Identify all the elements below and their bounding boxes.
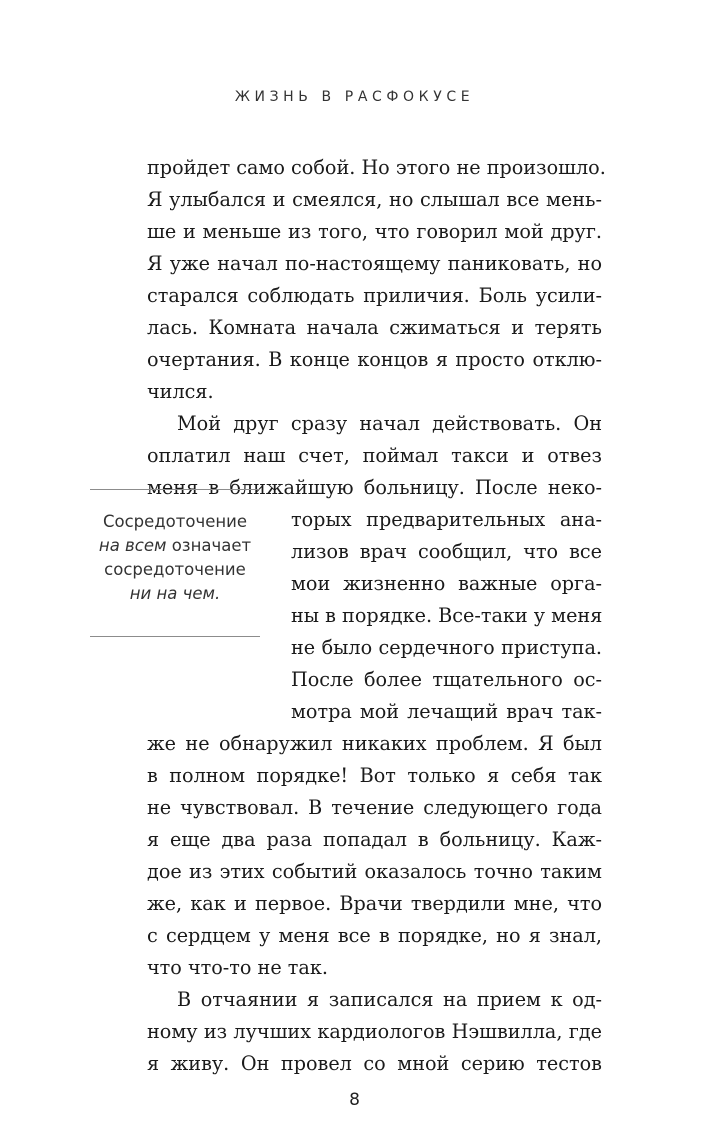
body-line: не было сердечного приступа. — [291, 636, 602, 659]
body-line: ше и меньше из того, что говорил мой друг. — [147, 220, 602, 243]
body-line: я живу. Он провел со мной серию тестов — [147, 1052, 602, 1075]
body-line: меня в ближайшую больницу. После неко- — [147, 476, 602, 499]
pull-quote-top-rule — [90, 489, 260, 490]
pull-quote-text: означает — [171, 536, 252, 555]
body-line: в полном порядке! Вот только я себя так — [147, 764, 602, 787]
pull-quote — [84, 510, 266, 606]
body-line: пройдет само собой. Но этого не произошло. — [147, 156, 606, 179]
body-line: мои жизненно важные орга- — [291, 572, 602, 595]
body-line: старался соблюдать приличия. Боль усили- — [147, 284, 602, 307]
body-line: дое из этих событий оказалось точно таким — [147, 860, 602, 883]
body-line: торых предварительных ана- — [291, 508, 602, 531]
body-line: же не обнаружил никаких проблем. Я был — [147, 732, 602, 755]
body-line: Мой друг сразу начал действовать. Он — [177, 412, 602, 435]
body-line: я еще два раза попадал в больницу. Каж- — [147, 828, 602, 851]
body-line: не чувствовал. В течение следующего года — [147, 796, 602, 819]
pull-quote-bottom-rule — [90, 636, 260, 637]
body-line: Я уже начал по-настоящему паниковать, но — [147, 252, 602, 275]
page-number: 8 — [349, 1090, 360, 1110]
body-line: ному из лучших кардиологов Нэшвилла, где — [147, 1020, 602, 1043]
body-line: оплатил наш счет, поймал такси и отвез — [147, 444, 602, 467]
body-line: чился. — [147, 380, 214, 403]
body-line: ны в порядке. Все-таки у меня — [291, 604, 603, 627]
pull-quote-line — [84, 534, 266, 558]
body-line: лизов врач сообщил, что все — [291, 540, 602, 563]
body-line: В отчаянии я записался на прием к од- — [177, 988, 602, 1011]
body-line: мотра мой лечащий врач так- — [291, 700, 602, 723]
body-line: с сердцем у меня все в порядке, но я знал, — [147, 924, 602, 947]
pull-quote-emphasis: на всем — [98, 536, 167, 555]
body-line: лась. Комната начала сжиматься и терять — [147, 316, 602, 339]
body-line: же, как и первое. Врачи твердили мне, что — [147, 892, 602, 915]
body-line: Я улыбался и смеялся, но слышал все мень- — [147, 188, 602, 211]
body-line: очертания. В конце концов я просто отклю- — [147, 348, 602, 371]
body-line: что что-то не так. — [147, 956, 328, 979]
running-header: ЖИЗНЬ В РАСФОКУСЕ — [234, 89, 475, 105]
pull-quote-emphasis: ни на чем. — [129, 584, 221, 603]
pull-quote-line: Сосредоточение — [102, 512, 248, 531]
body-line: После более тщательного ос- — [291, 668, 602, 691]
pull-quote-line: сосредоточение — [104, 560, 246, 579]
